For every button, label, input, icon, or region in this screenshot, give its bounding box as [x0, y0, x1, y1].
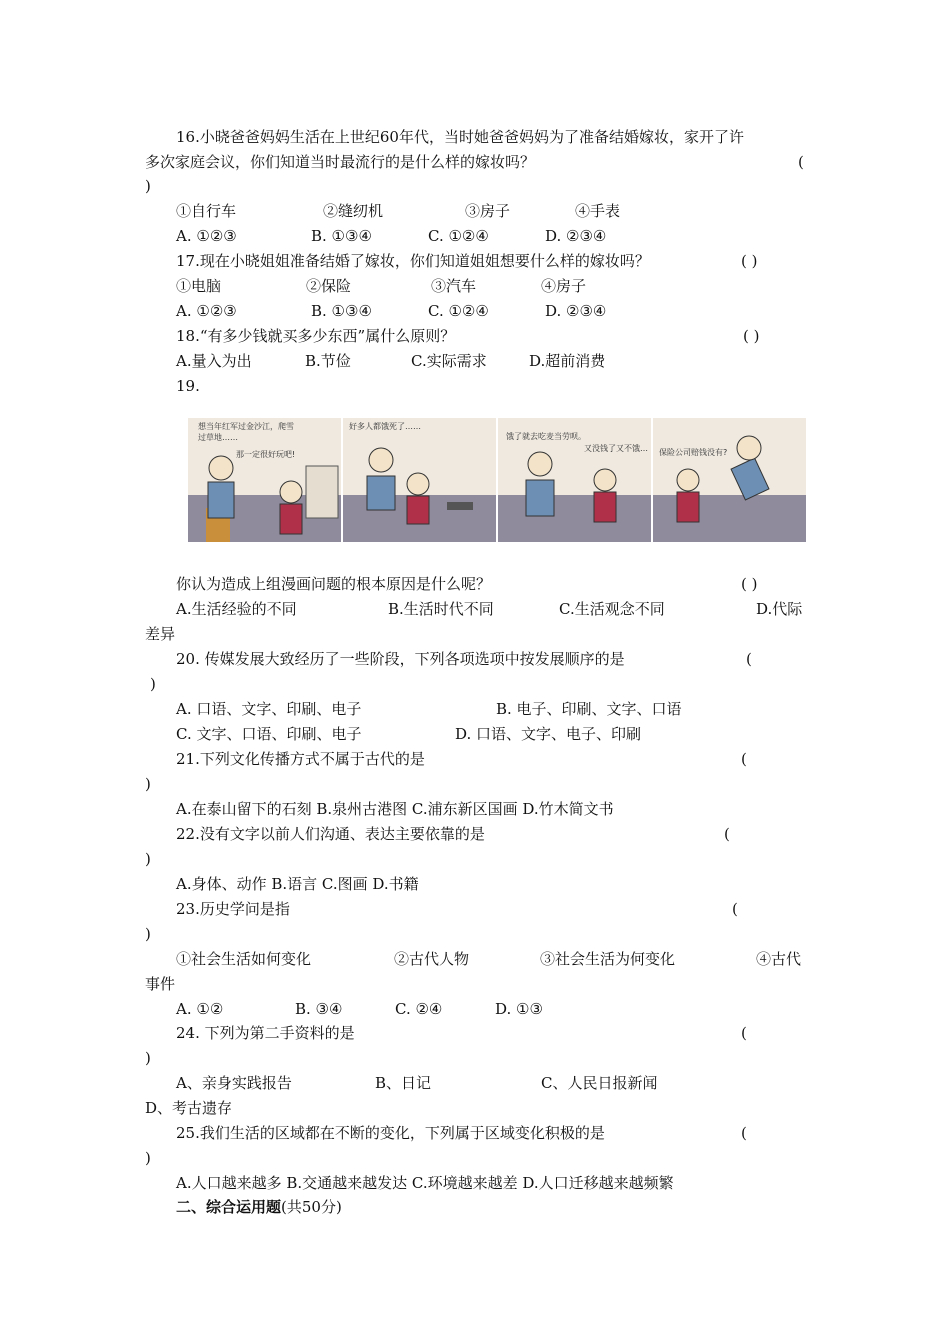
comic-caption-3b: 又没钱了又不饿…	[584, 444, 648, 453]
comic-caption-2: 好多人都饿死了……	[349, 422, 421, 431]
q21-answer-bracket-close: )	[145, 775, 151, 793]
q22-options: A.身体、动作 B.语言 C.图画 D.书籍	[176, 875, 419, 893]
q25-stem: 25.我们生活的区域都在不断的变化，下列属于区域变化积极的是	[176, 1124, 605, 1142]
q20-option-a: A. 口语、文字、印刷、电子	[176, 700, 362, 718]
q23-answer-bracket-open: (	[732, 900, 738, 918]
q22-answer-bracket-open: (	[724, 825, 730, 843]
q23-option-c: C. ②④	[395, 1000, 443, 1018]
q19-number: 19.	[176, 377, 200, 395]
q16-item-1: ①自行车	[176, 202, 237, 220]
q16-stem-line1: 16.小晓爸爸妈妈生活在上世纪60年代，当时她爸爸妈妈为了准备结婚嫁妆，家开了许	[176, 128, 744, 146]
comic-figures-1	[188, 418, 341, 542]
q16-option-c: C. ①②④	[428, 227, 489, 245]
comic-panel-3	[498, 418, 651, 542]
q21-stem: 21.下列文化传播方式不属于古代的是	[176, 750, 425, 768]
q19-option-a: A.生活经验的不同	[176, 600, 297, 618]
comic-figures-4	[653, 418, 806, 542]
q20-option-c: C. 文字、口语、印刷、电子	[176, 725, 362, 743]
q25-answer-bracket-open: (	[741, 1124, 747, 1142]
q18-option-b: B.节俭	[305, 352, 351, 370]
q18-option-a: A.量入为出	[176, 352, 252, 370]
q16-answer-bracket-close: )	[145, 177, 151, 195]
q17-option-b: B. ①③④	[311, 302, 372, 320]
q17-answer-bracket: ( )	[741, 252, 758, 270]
q23-answer-bracket-close: )	[145, 925, 151, 943]
comic-caption-1b: 过草地……	[198, 433, 238, 442]
q17-item-4: ④房子	[541, 277, 587, 295]
q23-item-4: ④古代	[756, 950, 802, 968]
comic-figures-3	[498, 418, 651, 542]
q16-option-b: B. ①③④	[311, 227, 372, 245]
q19-option-b: B.生活时代不同	[388, 600, 494, 618]
q20-stem: 20. 传媒发展大致经历了一些阶段，下列各项选项中按发展顺序的是	[176, 650, 625, 668]
comic-caption-1a: 想当年红军过金沙江，爬雪	[198, 422, 294, 431]
q16-option-d: D. ②③④	[545, 227, 607, 245]
q23-stem: 23.历史学问是指	[176, 900, 290, 918]
q18-stem: 18.“有多少钱就买多少东西”属什么原则？	[176, 327, 456, 345]
q22-stem: 22.没有文字以前人们沟通、表达主要依靠的是	[176, 825, 485, 843]
section-heading-title: 二、综合运用题	[176, 1198, 282, 1216]
q17-option-a: A. ①②③	[176, 302, 237, 320]
q17-stem: 17.现在小晓姐姐准备结婚了嫁妆，你们知道姐姐想要什么样的嫁妆吗？	[176, 252, 650, 270]
q23-option-a: A. ①②	[176, 1000, 224, 1018]
q23-item-4-cont: 事件	[145, 975, 176, 993]
q19-stem: 你认为造成上组漫画问题的根本原因是什么呢？	[176, 575, 492, 593]
comic-figures-2	[343, 418, 496, 542]
q21-answer-bracket-open: (	[741, 750, 747, 768]
q20-answer-bracket-close: )	[150, 675, 156, 693]
q17-option-d: D. ②③④	[545, 302, 607, 320]
q20-option-d: D. 口语、文字、电子、印刷	[455, 725, 642, 743]
q23-option-b: B. ③④	[295, 1000, 343, 1018]
q21-options: A.在泰山留下的石刻 B.泉州古港图 C.浦东新区国画 D.竹木简文书	[176, 800, 614, 818]
q25-options: A.人口越来越多 B.交通越来越发达 C.环境越来越差 D.人口迁移越来越频繁	[176, 1174, 674, 1192]
q19-option-d: D.代际	[756, 600, 803, 618]
q16-item-3: ③房子	[465, 202, 511, 220]
q20-option-b: B. 电子、印刷、文字、口语	[496, 700, 682, 718]
section-heading-score: (共50分)	[281, 1198, 342, 1216]
q16-stem-line2: 多次家庭会议，你们知道当时最流行的是什么样的嫁妆吗？	[145, 153, 536, 171]
q17-item-3: ③汽车	[431, 277, 477, 295]
q19-option-c: C.生活观念不同	[559, 600, 665, 618]
q19-option-d-cont: 差异	[145, 625, 176, 643]
q18-answer-bracket: ( )	[743, 327, 760, 345]
comic-caption-1c: 那一定很好玩吧!	[236, 450, 296, 459]
q24-option-a: A、亲身实践报告	[176, 1074, 292, 1092]
q24-option-d: D、考古遗存	[145, 1099, 233, 1117]
comic-strip-image	[188, 418, 806, 542]
q25-answer-bracket-close: )	[145, 1149, 151, 1167]
q18-option-c: C.实际需求	[411, 352, 487, 370]
q23-item-3: ③社会生活为何变化	[540, 950, 676, 968]
q17-option-c: C. ①②④	[428, 302, 489, 320]
q24-answer-bracket-open: (	[741, 1024, 747, 1042]
q22-answer-bracket-close: )	[145, 850, 151, 868]
q24-option-c: C、人民日报新闻	[541, 1074, 658, 1092]
q23-item-2: ②古代人物	[394, 950, 470, 968]
q23-option-d: D. ①③	[495, 1000, 543, 1018]
comic-panel-2	[343, 418, 496, 542]
q24-stem: 24. 下列为第二手资料的是	[176, 1024, 355, 1042]
comic-panel-1	[188, 418, 341, 542]
q23-item-1: ①社会生活如何变化	[176, 950, 312, 968]
q16-item-4: ④手表	[575, 202, 621, 220]
comic-panel-4	[653, 418, 806, 542]
q16-answer-bracket-open: (	[798, 153, 804, 171]
q20-answer-bracket-open: (	[746, 650, 752, 668]
q19-answer-bracket: ( )	[741, 575, 758, 593]
section-heading	[176, 1196, 342, 1218]
q24-answer-bracket-close: )	[145, 1049, 151, 1067]
q18-option-d: D.超前消费	[529, 352, 606, 370]
q17-item-2: ②保险	[306, 277, 352, 295]
q16-option-a: A. ①②③	[176, 227, 237, 245]
q16-item-2: ②缝纫机	[323, 202, 384, 220]
comic-caption-3a: 饿了就去吃麦当劳呗。	[506, 432, 586, 441]
q24-option-b: B、日记	[375, 1074, 432, 1092]
comic-caption-4: 保险公司赔钱没有?	[659, 448, 728, 457]
q17-item-1: ①电脑	[176, 277, 222, 295]
